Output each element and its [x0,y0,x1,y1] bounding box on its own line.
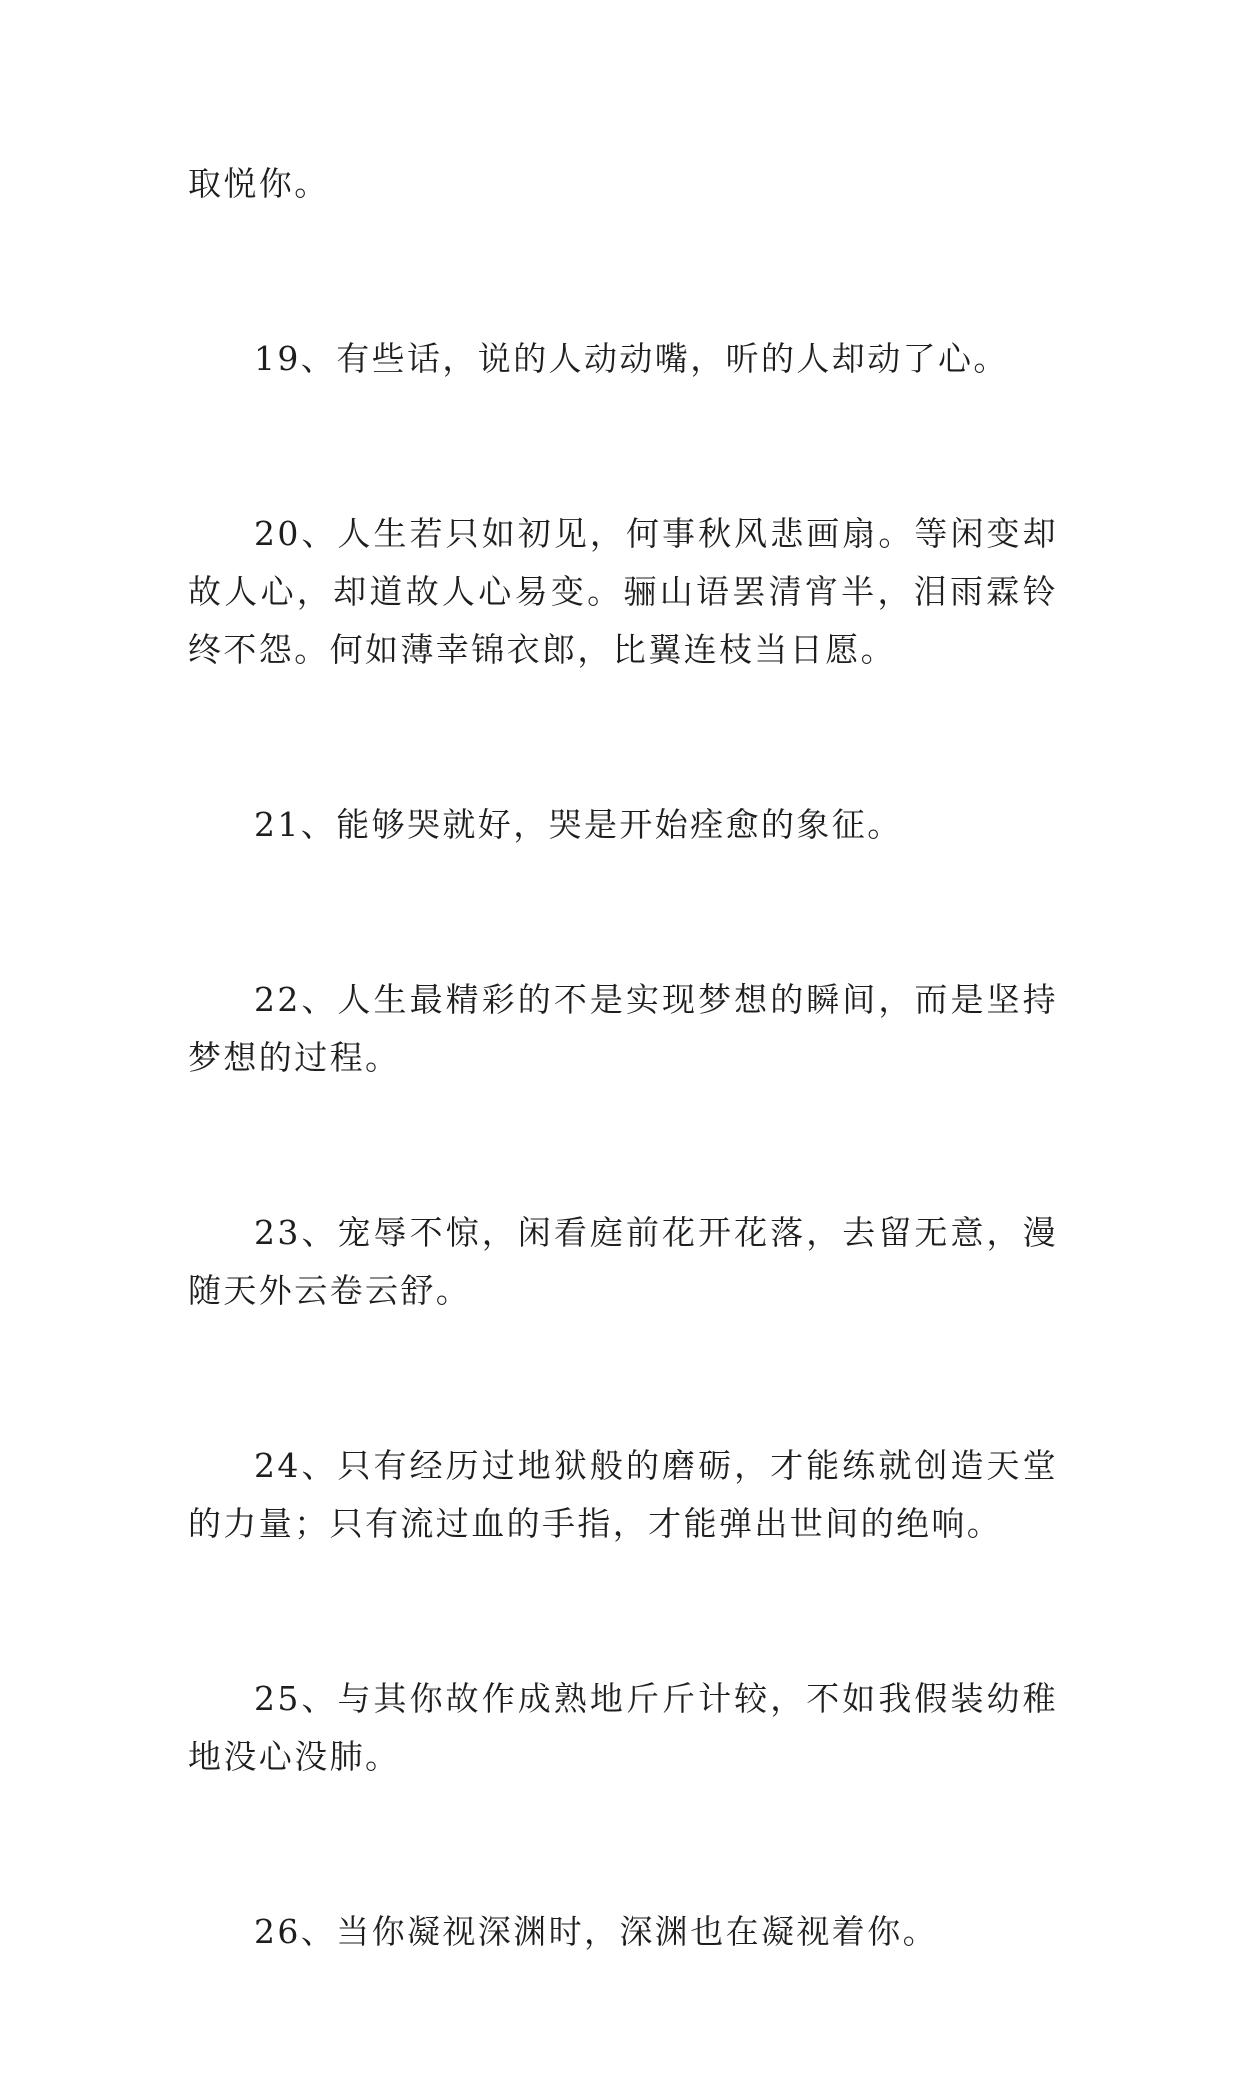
paragraph-continuation: 取悦你。 [188,164,330,203]
quote-paragraph-26: 26、当你凝视深渊时，深渊也在凝视着你。 [254,1912,938,1951]
quote-paragraph-23: 23、宠辱不惊，闲看庭前花开花落，去留无意，漫随天外云卷云舒。 [188,1213,1058,1310]
document-body [188,155,1058,2078]
quote-paragraph-21: 21、能够哭就好，哭是开始痊愈的象征。 [254,805,903,844]
quote-paragraph-20: 20、人生若只如初见，何事秋风悲画扇。等闲变却故人心，却道故人心易变。骊山语罢清宵半，泪雨霖铃终不怨。何如薄幸锦衣郎，比翼连枝当日愿。 [188,514,1058,669]
quote-paragraph-19: 19、有些话，说的人动动嘴，听的人却动了心。 [254,339,1009,378]
quote-paragraph-24: 24、只有经历过地狱般的磨砺，才能练就创造天堂的力量；只有流过血的手指，才能弹出世间的绝响。 [188,1446,1058,1543]
quote-paragraph-22: 22、人生最精彩的不是实现梦想的瞬间，而是坚持梦想的过程。 [188,980,1058,1077]
quote-paragraph-25: 25、与其你故作成熟地斤斤计较，不如我假装幼稚地没心没肺。 [188,1679,1058,1776]
